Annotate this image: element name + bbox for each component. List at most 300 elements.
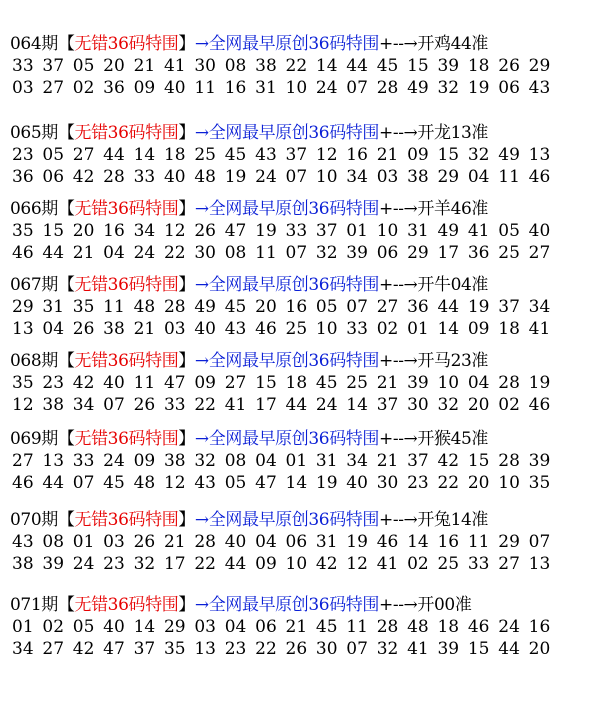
number-cell: 44 xyxy=(285,395,308,415)
number-cell: 03 xyxy=(103,532,125,552)
number-cell: 13 xyxy=(42,451,65,471)
number-cell: 36 xyxy=(467,243,490,263)
number-cell: 33 xyxy=(163,395,186,415)
number-cell: 38 xyxy=(42,395,65,415)
number-cell: 21 xyxy=(376,373,399,393)
number-cell: 10 xyxy=(285,554,308,574)
number-cell: 05 xyxy=(224,473,247,493)
number-cell: 02 xyxy=(42,617,65,637)
number-cell: 29 xyxy=(12,297,34,317)
number-cell: 01 xyxy=(72,532,95,552)
number-cell: 39 xyxy=(437,639,460,659)
number-row xyxy=(12,296,559,318)
number-row xyxy=(12,450,559,472)
number-cell: 02 xyxy=(376,319,399,339)
number-cell: 23 xyxy=(103,554,125,574)
number-cell: 15 xyxy=(42,221,65,241)
slogan-text: →全网最早原创36码特围 xyxy=(194,595,379,615)
number-cell: 10 xyxy=(437,373,460,393)
number-cell: 19 xyxy=(255,221,277,241)
open-bracket: 【 xyxy=(57,123,75,143)
number-cell: 40 xyxy=(103,373,125,393)
number-cell: 24 xyxy=(315,78,338,98)
number-cell: 25 xyxy=(285,319,308,339)
number-cell: 42 xyxy=(437,451,460,471)
result-text: 开羊46准 xyxy=(417,199,489,219)
open-bracket: 【 xyxy=(57,275,75,295)
number-cell: 09 xyxy=(407,145,429,165)
number-cell: 32 xyxy=(194,451,216,471)
number-cell: 23 xyxy=(12,145,34,165)
number-cell: 30 xyxy=(407,395,429,415)
number-cell: 37 xyxy=(42,56,65,76)
number-cell: 14 xyxy=(133,145,156,165)
number-cell: 35 xyxy=(12,221,34,241)
result-text: 开鸡44准 xyxy=(417,34,489,54)
slogan-text: →全网最早原创36码特围 xyxy=(194,34,379,54)
number-cell: 27 xyxy=(224,373,247,393)
number-cell: 43 xyxy=(12,532,34,552)
number-cell: 27 xyxy=(12,451,34,471)
number-cell: 47 xyxy=(103,639,125,659)
number-cell: 07 xyxy=(346,639,368,659)
number-cell: 38 xyxy=(407,167,429,187)
number-cell: 11 xyxy=(133,373,156,393)
number-cell: 25 xyxy=(437,554,460,574)
number-cell: 03 xyxy=(194,617,216,637)
number-cell: 15 xyxy=(407,56,429,76)
number-cell: 20 xyxy=(255,297,277,317)
issue-header xyxy=(10,428,488,450)
number-cell: 07 xyxy=(346,297,368,317)
number-cell: 26 xyxy=(72,319,95,339)
number-cell: 17 xyxy=(163,554,186,574)
close-bracket: 】 xyxy=(178,510,195,530)
number-cell: 46 xyxy=(467,617,490,637)
close-bracket: 】 xyxy=(178,595,195,615)
number-cell: 40 xyxy=(224,532,247,552)
number-cell: 39 xyxy=(346,243,368,263)
issue-title: 无错36码特围 xyxy=(74,510,179,530)
number-cell: 01 xyxy=(346,221,368,241)
number-cell: 04 xyxy=(467,167,490,187)
number-cell: 22 xyxy=(437,473,460,493)
number-cell: 04 xyxy=(255,532,277,552)
number-cell: 17 xyxy=(255,395,277,415)
number-cell: 01 xyxy=(407,319,429,339)
number-cell: 46 xyxy=(528,395,551,415)
number-cell: 40 xyxy=(103,617,125,637)
number-cell: 49 xyxy=(498,145,520,165)
number-cell: 16 xyxy=(103,221,125,241)
number-cell: 40 xyxy=(194,319,216,339)
number-cell: 39 xyxy=(528,451,551,471)
number-cell: 31 xyxy=(42,297,65,317)
number-cell: 44 xyxy=(42,473,65,493)
number-cell: 41 xyxy=(376,554,399,574)
number-cell: 21 xyxy=(72,243,95,263)
issue-number: 064期 xyxy=(10,34,58,54)
number-cell: 03 xyxy=(163,319,186,339)
number-row xyxy=(12,553,559,575)
number-cell: 44 xyxy=(437,297,460,317)
number-cell: 05 xyxy=(72,56,95,76)
number-cell: 18 xyxy=(498,319,520,339)
arrow-text: +--→ xyxy=(379,595,418,615)
number-cell: 10 xyxy=(376,221,399,241)
number-cell: 28 xyxy=(194,532,216,552)
number-cell: 31 xyxy=(255,78,277,98)
number-cell: 26 xyxy=(194,221,216,241)
number-cell: 19 xyxy=(346,532,368,552)
number-cell: 48 xyxy=(407,617,429,637)
number-row xyxy=(12,166,559,188)
number-cell: 22 xyxy=(285,56,308,76)
issue-title: 无错36码特围 xyxy=(74,275,179,295)
number-cell: 34 xyxy=(133,221,156,241)
number-cell: 26 xyxy=(498,56,520,76)
number-cell: 32 xyxy=(376,639,399,659)
number-cell: 13 xyxy=(528,145,551,165)
number-cell: 25 xyxy=(346,373,368,393)
number-cell: 11 xyxy=(194,78,216,98)
number-cell: 40 xyxy=(163,167,186,187)
number-cell: 20 xyxy=(467,395,490,415)
number-cell: 30 xyxy=(194,243,216,263)
number-cell: 10 xyxy=(315,319,338,339)
number-cell: 39 xyxy=(437,56,460,76)
number-cell: 14 xyxy=(285,473,308,493)
number-cell: 47 xyxy=(255,473,277,493)
number-cell: 36 xyxy=(407,297,429,317)
number-cell: 14 xyxy=(315,56,338,76)
close-bracket: 】 xyxy=(178,429,195,449)
arrow-text: +--→ xyxy=(379,199,418,219)
number-cell: 40 xyxy=(528,221,551,241)
number-cell: 37 xyxy=(407,451,429,471)
number-cell: 16 xyxy=(285,297,308,317)
number-cell: 04 xyxy=(255,451,277,471)
number-cell: 21 xyxy=(133,56,156,76)
number-cell: 42 xyxy=(72,639,95,659)
number-row xyxy=(12,616,559,638)
result-text: 开00准 xyxy=(417,595,472,615)
number-cell: 05 xyxy=(42,145,65,165)
number-cell: 28 xyxy=(163,297,186,317)
number-cell: 08 xyxy=(224,56,247,76)
number-cell: 12 xyxy=(12,395,34,415)
number-cell: 40 xyxy=(346,473,368,493)
number-cell: 07 xyxy=(285,243,308,263)
number-cell: 07 xyxy=(528,532,551,552)
close-bracket: 】 xyxy=(178,351,195,371)
issue-header xyxy=(10,198,488,220)
number-cell: 13 xyxy=(12,319,34,339)
number-cell: 45 xyxy=(376,56,399,76)
number-cell: 29 xyxy=(498,532,520,552)
number-cell: 20 xyxy=(528,639,551,659)
number-cell: 12 xyxy=(163,473,186,493)
number-cell: 30 xyxy=(315,639,338,659)
number-cell: 08 xyxy=(224,243,247,263)
number-cell: 14 xyxy=(346,395,368,415)
number-cell: 19 xyxy=(315,473,338,493)
number-cell: 11 xyxy=(346,617,368,637)
issue-header xyxy=(10,122,488,144)
number-cell: 23 xyxy=(42,373,65,393)
number-cell: 44 xyxy=(103,145,125,165)
number-cell: 45 xyxy=(315,373,338,393)
number-cell: 12 xyxy=(163,221,186,241)
slogan-text: →全网最早原创36码特围 xyxy=(194,510,379,530)
number-cell: 41 xyxy=(224,395,247,415)
issue-title: 无错36码特围 xyxy=(74,123,179,143)
number-cell: 35 xyxy=(163,639,186,659)
number-cell: 34 xyxy=(72,395,95,415)
issue-number: 066期 xyxy=(10,199,58,219)
number-cell: 26 xyxy=(285,639,308,659)
number-cell: 44 xyxy=(224,554,247,574)
number-cell: 25 xyxy=(498,243,520,263)
number-cell: 15 xyxy=(255,373,277,393)
number-cell: 38 xyxy=(103,319,125,339)
number-cell: 06 xyxy=(255,617,277,637)
number-cell: 33 xyxy=(346,319,368,339)
number-cell: 35 xyxy=(72,297,95,317)
number-cell: 42 xyxy=(315,554,338,574)
number-cell: 41 xyxy=(528,319,551,339)
number-row xyxy=(12,531,559,553)
number-cell: 06 xyxy=(376,243,399,263)
number-cell: 05 xyxy=(498,221,520,241)
number-cell: 47 xyxy=(163,373,186,393)
issue-title: 无错36码特围 xyxy=(74,429,179,449)
number-cell: 28 xyxy=(498,373,520,393)
result-text: 开猴45准 xyxy=(417,429,489,449)
number-cell: 29 xyxy=(437,167,460,187)
number-cell: 29 xyxy=(528,56,551,76)
arrow-text: +--→ xyxy=(379,123,418,143)
number-cell: 29 xyxy=(407,243,429,263)
number-cell: 28 xyxy=(498,451,520,471)
number-row xyxy=(12,472,559,494)
number-cell: 47 xyxy=(224,221,247,241)
issue-number: 065期 xyxy=(10,123,58,143)
number-cell: 27 xyxy=(498,554,520,574)
number-cell: 21 xyxy=(285,617,308,637)
number-cell: 11 xyxy=(467,532,490,552)
number-cell: 18 xyxy=(437,617,460,637)
number-cell: 48 xyxy=(194,167,216,187)
number-cell: 18 xyxy=(467,56,490,76)
number-cell: 46 xyxy=(528,167,551,187)
number-row xyxy=(12,242,559,264)
number-cell: 43 xyxy=(224,319,247,339)
number-cell: 24 xyxy=(133,243,156,263)
number-cell: 20 xyxy=(103,56,125,76)
number-cell: 38 xyxy=(163,451,186,471)
number-cell: 34 xyxy=(346,167,368,187)
number-cell: 42 xyxy=(72,167,95,187)
number-cell: 08 xyxy=(224,451,247,471)
number-cell: 09 xyxy=(255,554,277,574)
issue-number: 067期 xyxy=(10,275,58,295)
number-cell: 03 xyxy=(12,78,34,98)
number-cell: 49 xyxy=(194,297,216,317)
number-cell: 21 xyxy=(376,145,399,165)
number-cell: 37 xyxy=(376,395,399,415)
number-cell: 34 xyxy=(12,639,34,659)
number-cell: 44 xyxy=(346,56,368,76)
number-cell: 02 xyxy=(498,395,520,415)
number-cell: 46 xyxy=(12,473,34,493)
number-cell: 22 xyxy=(194,554,216,574)
number-cell: 12 xyxy=(315,145,338,165)
issue-title: 无错36码特围 xyxy=(74,34,179,54)
slogan-text: →全网最早原创36码特围 xyxy=(194,123,379,143)
issue-number: 071期 xyxy=(10,595,58,615)
arrow-text: +--→ xyxy=(379,275,418,295)
number-cell: 05 xyxy=(315,297,338,317)
number-cell: 19 xyxy=(467,297,490,317)
issue-header xyxy=(10,350,488,372)
number-cell: 11 xyxy=(498,167,520,187)
number-cell: 23 xyxy=(407,473,429,493)
number-cell: 16 xyxy=(437,532,460,552)
number-row xyxy=(12,394,559,416)
number-cell: 27 xyxy=(42,78,65,98)
number-cell: 28 xyxy=(103,167,125,187)
number-cell: 27 xyxy=(528,243,551,263)
number-cell: 45 xyxy=(224,145,247,165)
number-cell: 34 xyxy=(528,297,551,317)
number-cell: 30 xyxy=(194,56,216,76)
number-cell: 40 xyxy=(163,78,186,98)
number-cell: 15 xyxy=(467,639,490,659)
number-cell: 27 xyxy=(376,297,399,317)
number-cell: 29 xyxy=(163,617,186,637)
number-cell: 07 xyxy=(346,78,368,98)
number-row xyxy=(12,372,559,394)
number-cell: 39 xyxy=(407,373,429,393)
number-cell: 09 xyxy=(467,319,490,339)
number-cell: 10 xyxy=(285,78,308,98)
number-cell: 45 xyxy=(315,617,338,637)
number-cell: 32 xyxy=(315,243,338,263)
number-cell: 39 xyxy=(42,554,65,574)
number-cell: 32 xyxy=(133,554,156,574)
number-cell: 24 xyxy=(498,617,520,637)
number-cell: 25 xyxy=(194,145,216,165)
number-cell: 32 xyxy=(437,78,460,98)
number-cell: 33 xyxy=(133,167,156,187)
number-cell: 41 xyxy=(163,56,186,76)
number-row xyxy=(12,77,559,99)
issue-number: 070期 xyxy=(10,510,58,530)
number-cell: 14 xyxy=(407,532,429,552)
number-cell: 30 xyxy=(376,473,399,493)
number-row xyxy=(12,144,559,166)
number-cell: 15 xyxy=(437,145,460,165)
number-cell: 04 xyxy=(224,617,247,637)
number-cell: 04 xyxy=(103,243,125,263)
number-cell: 06 xyxy=(42,167,65,187)
number-cell: 26 xyxy=(133,395,156,415)
number-cell: 17 xyxy=(437,243,460,263)
number-cell: 19 xyxy=(528,373,551,393)
number-cell: 13 xyxy=(194,639,216,659)
number-cell: 18 xyxy=(163,145,186,165)
number-cell: 38 xyxy=(255,56,277,76)
number-cell: 31 xyxy=(315,532,338,552)
number-cell: 11 xyxy=(103,297,125,317)
number-cell: 33 xyxy=(285,221,308,241)
number-cell: 49 xyxy=(437,221,460,241)
number-cell: 33 xyxy=(467,554,490,574)
number-cell: 28 xyxy=(376,617,399,637)
issue-header xyxy=(10,274,488,296)
number-cell: 44 xyxy=(498,639,520,659)
number-cell: 21 xyxy=(376,451,399,471)
number-cell: 22 xyxy=(163,243,186,263)
arrow-text: +--→ xyxy=(379,351,418,371)
number-cell: 43 xyxy=(528,78,551,98)
result-text: 开牛04准 xyxy=(417,275,489,295)
issue-title: 无错36码特围 xyxy=(74,199,179,219)
number-cell: 27 xyxy=(72,145,95,165)
open-bracket: 【 xyxy=(57,510,75,530)
number-cell: 23 xyxy=(224,639,247,659)
number-cell: 37 xyxy=(498,297,520,317)
number-cell: 37 xyxy=(315,221,338,241)
number-cell: 02 xyxy=(72,78,95,98)
arrow-text: +--→ xyxy=(379,34,418,54)
issue-header xyxy=(10,594,471,616)
number-cell: 31 xyxy=(407,221,429,241)
number-cell: 28 xyxy=(376,78,399,98)
number-cell: 37 xyxy=(133,639,156,659)
number-cell: 12 xyxy=(346,554,368,574)
number-cell: 24 xyxy=(103,451,125,471)
number-cell: 04 xyxy=(467,373,490,393)
number-row xyxy=(12,638,559,660)
arrow-text: +--→ xyxy=(379,429,418,449)
number-cell: 06 xyxy=(285,532,308,552)
number-cell: 45 xyxy=(224,297,247,317)
number-cell: 09 xyxy=(133,78,156,98)
number-cell: 20 xyxy=(72,221,95,241)
number-cell: 32 xyxy=(437,395,460,415)
number-cell: 24 xyxy=(315,395,338,415)
number-cell: 07 xyxy=(72,473,95,493)
number-cell: 09 xyxy=(194,373,216,393)
number-cell: 45 xyxy=(103,473,125,493)
issue-number: 069期 xyxy=(10,429,58,449)
close-bracket: 】 xyxy=(178,275,195,295)
number-cell: 18 xyxy=(285,373,308,393)
number-cell: 27 xyxy=(42,639,65,659)
number-cell: 14 xyxy=(437,319,460,339)
number-cell: 26 xyxy=(133,532,156,552)
number-cell: 15 xyxy=(467,451,490,471)
slogan-text: →全网最早原创36码特围 xyxy=(194,429,379,449)
issue-title: 无错36码特围 xyxy=(74,351,179,371)
number-cell: 07 xyxy=(285,167,308,187)
number-cell: 16 xyxy=(224,78,247,98)
number-cell: 42 xyxy=(72,373,95,393)
number-cell: 43 xyxy=(194,473,216,493)
number-cell: 41 xyxy=(467,221,490,241)
